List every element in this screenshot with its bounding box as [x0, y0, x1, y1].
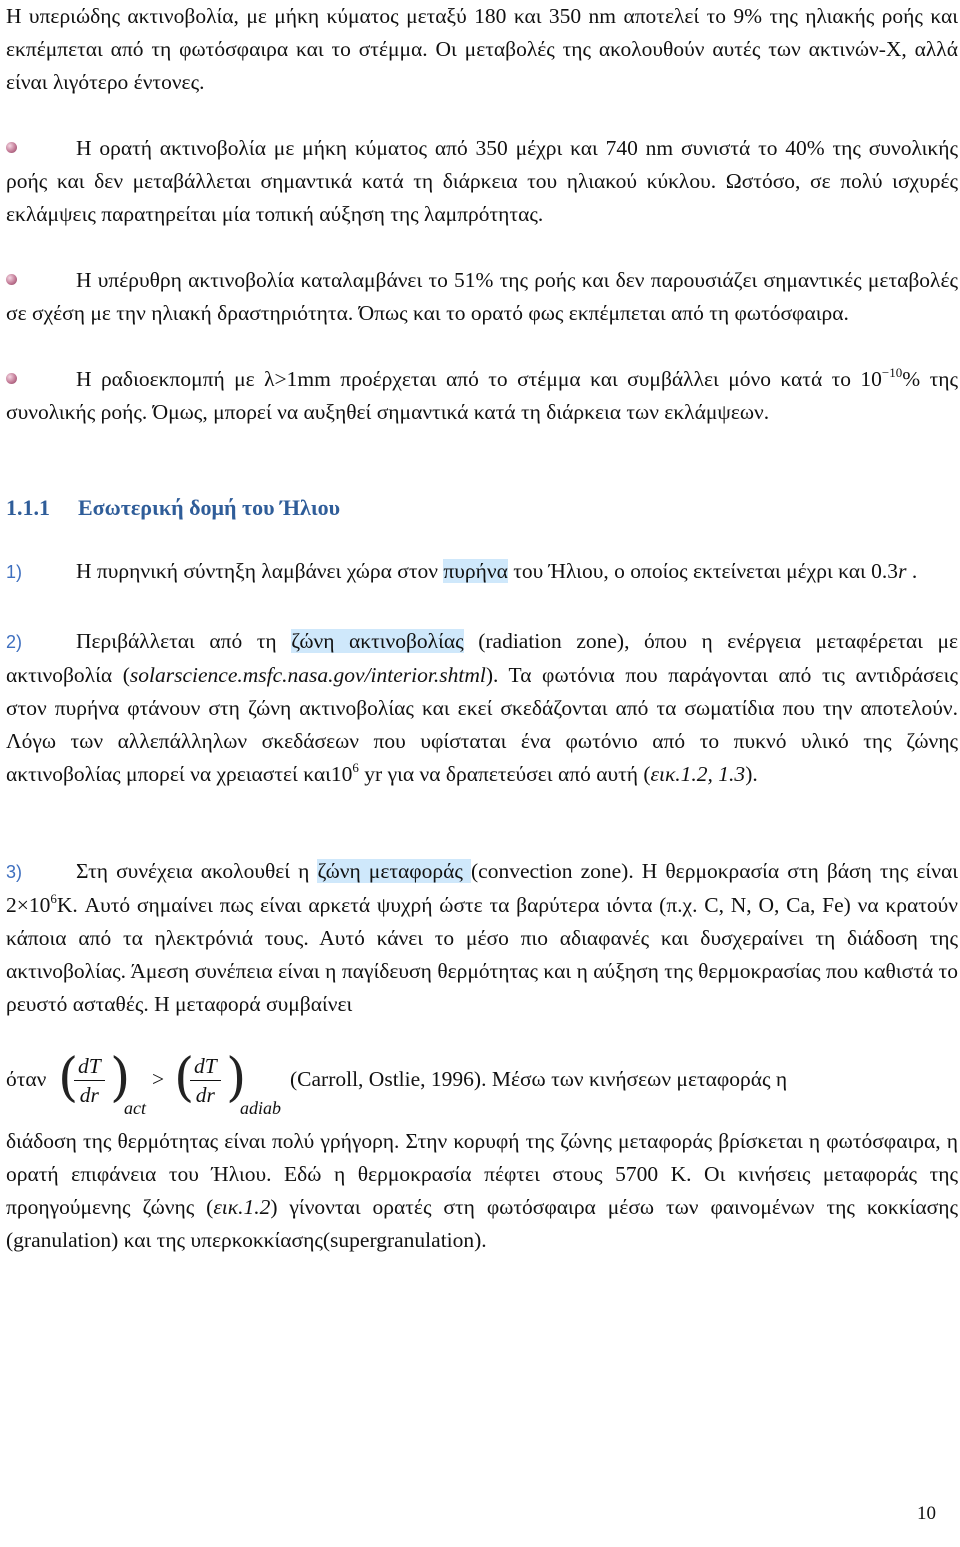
item-text: .	[906, 559, 918, 583]
highlight-convection-zone: ζώνη μεταφοράς	[317, 859, 472, 883]
fraction-denominator: dr	[79, 1083, 99, 1107]
item-text: ) γίνονται ορατές στη φωτόσφαιρα μέσω των φαινομένων της κοκκίασης (granulation) και της υπερκοκκίασης(supergranulation).	[6, 1195, 958, 1252]
bullet-text: αποτελεί το 9% της ηλιακής ροής και εκπέμπεται από τη φωτόσφαιρα και το στέμμα. Οι μεταβολές της ακολουθούν αυτές των ακτινών-Χ, αλλά είναι λιγότερο έντονες.	[6, 4, 959, 94]
power-base: 10	[28, 893, 51, 917]
bullet-first-line: Η υπεριώδης ακτινοβολία, με μήκη κύματος μεταξύ 180 και 350 nm	[6, 4, 617, 28]
greater-than: >	[152, 1067, 165, 1091]
item-text: (radiation zone), όπου η ενέργεια μεταφέρεται με ακτινοβολία (	[6, 629, 958, 687]
fraction-denominator: dr	[195, 1083, 215, 1107]
list-item-convection-zone	[6, 855, 958, 1021]
bullet-first-line: Η υπέρυθρη ακτινοβολία καταλαμβάνει το 51% της ροής και δεν	[76, 268, 645, 292]
bullet-first-line: Η ραδιοεκπομπή με λ>1mm προέρχεται από το στέμμα και συμβάλλει μόνο	[76, 367, 771, 391]
list-item-radiation-zone	[6, 625, 958, 791]
power-base: 10	[330, 762, 353, 786]
item-text: διάδοση της θερμότητας είναι πολύ γρήγορη. Στην κορυφή της ζώνης μεταφοράς βρίσκεται η φωτόσφαιρα, η ορατή επιφάνεια του Ήλιου. Εδώ η θερμοκρασία πέφτει στους 5700 K. Οι κινήσεις μεταφοράς της προηγούμενης ζώνης (	[6, 1129, 958, 1219]
fraction-numerator: dT	[74, 1052, 105, 1081]
highlight-core: πυρήνα	[443, 559, 508, 583]
bullet-icon	[6, 274, 17, 285]
item-text: του Ήλιου, ο οποίος εκτείνεται μέχρι και 0.3	[507, 559, 899, 583]
fraction-dt-dr-act	[74, 1052, 105, 1109]
item-text: ). Τα φωτόνια που παράγονται από τις αντιδράσεις στον πυρήνα φτάνουν στη ζώνη ακτινοβολίας και εκεί σκεδάζονται από τα σωματίδια που την αποτελούν. Λόγω των αλλεπάλληλων σκεδάσεων που υφίσταται ένα φωτόνιο από το πυκνό υλικό της ζώνης ακτινοβολίας μπορεί να χρειαστεί και	[6, 663, 958, 786]
bullet-text: % της συνολικής ροής. Όμως, μπορεί να αυξηθεί σημαντικά κατά τη διάρκεια των εκλάμψεων.	[6, 367, 958, 424]
section-number: 1.1.1	[6, 495, 50, 520]
formula-trailing-text: (Carroll, Ostlie, 1996). Μέσω των κινήσεων μεταφοράς η	[290, 1067, 788, 1091]
temp-coefficient: 2	[6, 893, 17, 917]
item-text: yr για να δραπετεύσει από αυτή (	[358, 762, 651, 786]
highlight-radiation-zone: ζώνη ακτινοβολίας	[291, 629, 464, 653]
item-text: (convection zone). Η θερμοκρασία στη βάση της είναι	[471, 859, 958, 883]
right-paren: )	[226, 1048, 247, 1108]
convection-criterion-line	[6, 1048, 958, 1124]
left-paren: (	[58, 1048, 79, 1108]
bullet-icon	[6, 373, 17, 384]
formula-when: όταν	[6, 1067, 47, 1091]
item-text: K. Αυτό σημαίνει πως είναι αρκετά ψυχρή ώστε τα βαρύτερα ιόντα (π.χ. C, N, O, Ca, Fe) να κρατούν κάποια από τα ηλεκτρόνιά τους. Αυτό κάνει το μέσο πιο αδιαφανές και δυσχεραίνει τη διάδοση της ακτινοβολίας. Άμεση συνέπεια είναι η παγίδευση θερμότητας και η αύξηση της θερμοκρασίας που καθιστά το ρευστό ασταθές. Η μεταφορά συμβαίνει	[6, 893, 958, 1016]
item-number: 1)	[6, 562, 23, 582]
bullet-paragraph-radio	[6, 363, 958, 429]
bullet-text: κατά το	[780, 367, 861, 391]
item-text: Περιβάλλεται από τη	[76, 629, 292, 653]
times-symbol: ×	[16, 893, 29, 917]
source-link[interactable]: solarscience.msfc.nasa.gov/interior.shtml	[129, 663, 486, 687]
bullet-first-line: Η ορατή ακτινοβολία με μήκη κύματος από 350 μέχρι και 740 nm συνιστά	[76, 136, 751, 160]
section-title: Εσωτερική δομή του Ήλιου	[78, 495, 341, 520]
section-heading	[6, 495, 340, 521]
item-text: Η πυρηνική σύντηξη λαμβάνει χώρα στον	[76, 559, 444, 583]
right-paren: )	[110, 1048, 131, 1108]
power-base: 10	[860, 367, 882, 391]
fraction-numerator: dT	[190, 1052, 221, 1081]
subscript-adiab: adiab	[240, 1098, 282, 1118]
item-number: 3)	[6, 862, 23, 882]
bullet-text: το 40% της συνολικής ροής και δεν μεταβάλλεται σημαντικά κατά τη διάρκεια του ηλιακού κύκλου. Ωστόσο, σε πολύ ισχυρές εκλάμψεις παρατηρείται μία τοπική αύξηση της λαμπρότητας.	[6, 136, 958, 226]
bullet-paragraph-ultraviolet	[6, 0, 958, 99]
list-item-core	[6, 555, 958, 589]
item-text: Στη συνέχεια ακολουθεί η	[76, 859, 318, 883]
bullet-paragraph-infrared	[6, 264, 958, 330]
radius-symbol: r	[898, 559, 907, 583]
power-exponent: −10	[881, 365, 903, 380]
figure-reference: εικ.1.2, 1.3	[650, 762, 746, 786]
figure-reference: εικ.1.2	[213, 1195, 271, 1219]
bullet-icon	[6, 142, 17, 153]
left-paren: (	[174, 1048, 195, 1108]
page-number: 10	[917, 1503, 936, 1524]
power-exponent: 6	[50, 891, 57, 906]
item-text: ).	[745, 762, 758, 786]
item-number: 2)	[6, 632, 23, 652]
power-exponent: 6	[352, 760, 359, 775]
convection-zone-continued	[6, 1125, 958, 1257]
subscript-act: act	[124, 1098, 146, 1118]
fraction-dt-dr-adiab	[190, 1052, 221, 1109]
bullet-paragraph-visible	[6, 132, 958, 231]
bullet-text: παρουσιάζει σημαντικές μεταβολές σε σχέση με την ηλιακή δραστηριότητα. Όπως και το ορατό φως εκπέμπεται από τη φωτόσφαιρα.	[6, 268, 959, 325]
